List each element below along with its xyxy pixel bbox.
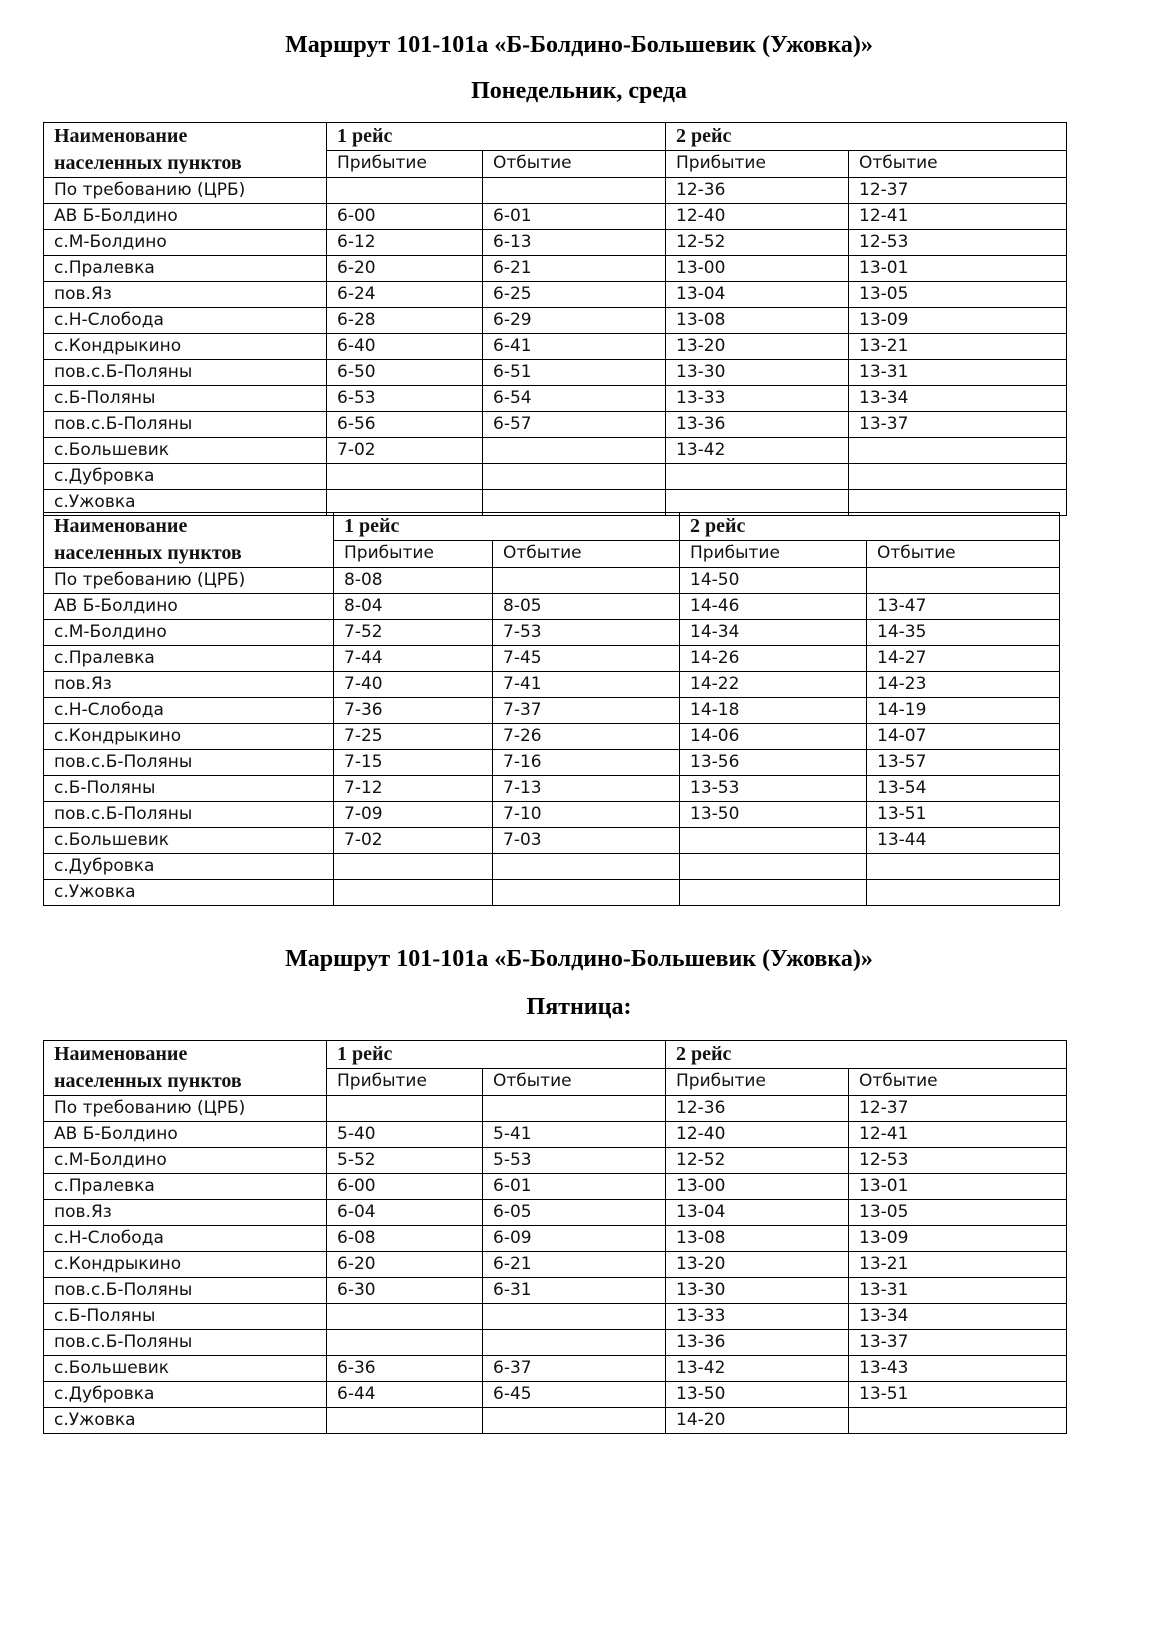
trip1-arrival-cell: 6-24: [327, 282, 483, 308]
trip2-departure-cell: 14-07: [867, 724, 1060, 750]
trip2-arrival-cell: 13-33: [666, 1304, 849, 1330]
trip2-arrival-cell: 14-34: [680, 620, 867, 646]
trip2-departure-cell: [849, 438, 1067, 464]
trip1-departure-cell: 6-25: [483, 282, 666, 308]
stop-name-cell: АВ Б-Болдино: [44, 1122, 327, 1148]
schedule-table-friday: [43, 1040, 1067, 1434]
trip2-departure-cell: [867, 568, 1060, 594]
stop-name-cell: с.Ужовка: [44, 1408, 327, 1434]
trip2-departure-cell: 12-37: [849, 1096, 1067, 1122]
table-row: [44, 178, 1067, 204]
header-trip-1: 1 рейс: [327, 123, 666, 151]
trip2-arrival-cell: 13-20: [666, 334, 849, 360]
trip1-arrival-cell: 6-08: [327, 1226, 483, 1252]
trip1-departure-cell: 7-37: [493, 698, 680, 724]
table-row: [44, 1278, 1067, 1304]
trip1-arrival-cell: [327, 1330, 483, 1356]
table-row: [44, 1148, 1067, 1174]
table-row: [44, 1200, 1067, 1226]
trip1-arrival-cell: 7-12: [334, 776, 493, 802]
stop-name-cell: пов.с.Б-Поляны: [44, 1278, 327, 1304]
days-title-2: Пятница:: [526, 994, 632, 1020]
header-stop-name-line1: Наименование: [54, 515, 188, 537]
trip2-departure-cell: 13-05: [849, 282, 1067, 308]
trip1-departure-cell: 7-10: [493, 802, 680, 828]
trip1-departure-cell: 6-21: [483, 1252, 666, 1278]
trip1-departure-cell: 5-41: [483, 1122, 666, 1148]
trip2-departure-cell: 13-44: [867, 828, 1060, 854]
stop-name-cell: пов.с.Б-Поляны: [44, 412, 327, 438]
trip1-departure-cell: 6-37: [483, 1356, 666, 1382]
stop-name-cell: с.Н-Слобода: [44, 1226, 327, 1252]
trip1-departure-cell: [483, 464, 666, 490]
stop-name-cell: с.Ужовка: [44, 490, 327, 516]
trip1-arrival-cell: 6-00: [327, 1174, 483, 1200]
stop-name-cell: пов.Яз: [44, 1200, 327, 1226]
table-row: [44, 854, 1060, 880]
header-trip2-arrival: Прибытие: [680, 540, 867, 568]
trip1-departure-cell: 8-05: [493, 594, 680, 620]
header-trip-1: 1 рейс: [327, 1041, 666, 1069]
table-row: [44, 776, 1060, 802]
stop-name-cell: с.Б-Поляны: [44, 776, 334, 802]
trip1-departure-cell: 7-41: [493, 672, 680, 698]
stop-name-cell: с.Ужовка: [44, 880, 334, 906]
trip2-arrival-cell: 13-30: [666, 1278, 849, 1304]
trip2-arrival-cell: 13-30: [666, 360, 849, 386]
trip1-departure-cell: 7-03: [493, 828, 680, 854]
header-trip1-arrival: Прибытие: [334, 540, 493, 568]
stop-name-cell: с.М-Болдино: [44, 1148, 327, 1174]
trip2-departure-cell: 13-37: [849, 1330, 1067, 1356]
table-row: [44, 412, 1067, 438]
trip1-arrival-cell: 6-28: [327, 308, 483, 334]
trip1-departure-cell: 6-01: [483, 1174, 666, 1200]
trip2-departure-cell: 13-05: [849, 1200, 1067, 1226]
trip2-departure-cell: 13-47: [867, 594, 1060, 620]
trip2-arrival-cell: 12-36: [666, 178, 849, 204]
table-row: [44, 698, 1060, 724]
stop-name-cell: пов.с.Б-Поляны: [44, 1330, 327, 1356]
trip2-departure-cell: [849, 1408, 1067, 1434]
trip2-arrival-cell: 13-00: [666, 256, 849, 282]
stop-name-cell: с.Кондрыкино: [44, 1252, 327, 1278]
stop-name-cell: с.Дубровка: [44, 854, 334, 880]
trip1-arrival-cell: 7-52: [334, 620, 493, 646]
trip1-departure-cell: 6-51: [483, 360, 666, 386]
table-row: [44, 828, 1060, 854]
table-row: [44, 282, 1067, 308]
trip1-departure-cell: 7-53: [493, 620, 680, 646]
trip2-arrival-cell: [680, 828, 867, 854]
trip1-arrival-cell: 7-44: [334, 646, 493, 672]
trip2-arrival-cell: 12-40: [666, 1122, 849, 1148]
trip1-departure-cell: [483, 1330, 666, 1356]
trip2-departure-cell: 13-43: [849, 1356, 1067, 1382]
table-row: [44, 256, 1067, 282]
trip2-departure-cell: 13-34: [849, 1304, 1067, 1330]
trip1-arrival-cell: 7-02: [327, 438, 483, 464]
trip2-arrival-cell: 12-36: [666, 1096, 849, 1122]
trip2-departure-cell: 13-51: [867, 802, 1060, 828]
table-row: [44, 1096, 1067, 1122]
table-row: [44, 1174, 1067, 1200]
trip1-departure-cell: 5-53: [483, 1148, 666, 1174]
table-row: [44, 750, 1060, 776]
stop-name-cell: с.Дубровка: [44, 464, 327, 490]
trip1-arrival-cell: 7-09: [334, 802, 493, 828]
trip2-departure-cell: 13-34: [849, 386, 1067, 412]
table-row: [44, 620, 1060, 646]
trip2-arrival-cell: [680, 880, 867, 906]
trip1-departure-cell: 6-57: [483, 412, 666, 438]
table-row: [44, 880, 1060, 906]
trip1-arrival-cell: [327, 1304, 483, 1330]
table-row: [44, 594, 1060, 620]
trip2-departure-cell: 13-57: [867, 750, 1060, 776]
table-row: [44, 568, 1060, 594]
schedule-table-return-mon-wed: [43, 512, 1060, 906]
header-stop-name-line1: Наименование: [54, 125, 188, 147]
days-title-1: Понедельник, среда: [471, 78, 687, 104]
header-trip1-departure: Отбытие: [483, 150, 666, 178]
stop-name-cell: с.Кондрыкино: [44, 334, 327, 360]
trip2-arrival-cell: 13-53: [680, 776, 867, 802]
trip1-arrival-cell: 6-53: [327, 386, 483, 412]
trip2-departure-cell: 12-37: [849, 178, 1067, 204]
trip1-arrival-cell: 6-50: [327, 360, 483, 386]
trip1-arrival-cell: 6-36: [327, 1356, 483, 1382]
trip1-departure-cell: [493, 880, 680, 906]
table-row: [44, 1330, 1067, 1356]
header-stop-name-line2: населенных пунктов: [54, 1070, 242, 1092]
trip1-departure-cell: 6-13: [483, 230, 666, 256]
trip2-arrival-cell: 12-52: [666, 230, 849, 256]
stop-name-cell: с.Дубровка: [44, 1382, 327, 1408]
trip2-arrival-cell: 13-33: [666, 386, 849, 412]
header-stop-name-line2: населенных пунктов: [54, 152, 242, 174]
stop-name-cell: пов.с.Б-Поляны: [44, 750, 334, 776]
table-row: [44, 386, 1067, 412]
table-row: [44, 724, 1060, 750]
trip1-arrival-cell: [334, 880, 493, 906]
table-row: [44, 802, 1060, 828]
table-row: [44, 464, 1067, 490]
trip2-arrival-cell: 12-52: [666, 1148, 849, 1174]
trip1-departure-cell: 6-21: [483, 256, 666, 282]
trip2-departure-cell: 13-31: [849, 1278, 1067, 1304]
trip1-arrival-cell: 7-25: [334, 724, 493, 750]
trip1-departure-cell: [483, 1096, 666, 1122]
header-stop-name-line2: населенных пунктов: [54, 542, 242, 564]
stop-name-cell: пов.Яз: [44, 282, 327, 308]
route-title-1: Маршрут 101-101а «Б-Болдино-Большевик (Ужовка)»: [285, 32, 873, 58]
stop-name-cell: с.Б-Поляны: [44, 386, 327, 412]
trip1-departure-cell: [483, 1408, 666, 1434]
stop-name-cell: с.М-Болдино: [44, 230, 327, 256]
header-trip1-departure: Отбытие: [483, 1068, 666, 1096]
trip2-departure-cell: 13-31: [849, 360, 1067, 386]
table-row: [44, 438, 1067, 464]
trip2-departure-cell: 14-23: [867, 672, 1060, 698]
trip2-arrival-cell: 14-22: [680, 672, 867, 698]
stop-name-cell: с.Н-Слобода: [44, 698, 334, 724]
trip2-arrival-cell: 14-06: [680, 724, 867, 750]
table-row: [44, 1252, 1067, 1278]
stop-name-cell: По требованию (ЦРБ): [44, 1096, 327, 1122]
trip2-departure-cell: 12-53: [849, 1148, 1067, 1174]
table-row: [44, 230, 1067, 256]
header-trip-2: 2 рейс: [680, 513, 1060, 541]
trip1-departure-cell: [493, 568, 680, 594]
header-trip1-arrival: Прибытие: [327, 150, 483, 178]
trip2-arrival-cell: 13-08: [666, 308, 849, 334]
stop-name-cell: с.Кондрыкино: [44, 724, 334, 750]
header-stop-name-line1: Наименование: [54, 1043, 188, 1065]
trip2-departure-cell: 14-27: [867, 646, 1060, 672]
trip2-arrival-cell: 13-20: [666, 1252, 849, 1278]
trip2-departure-cell: 14-35: [867, 620, 1060, 646]
stop-name-cell: с.Большевик: [44, 438, 327, 464]
table-row: [44, 204, 1067, 230]
table-row: [44, 1382, 1067, 1408]
table-row: [44, 672, 1060, 698]
trip2-departure-cell: 12-41: [849, 1122, 1067, 1148]
trip2-arrival-cell: 13-04: [666, 1200, 849, 1226]
trip2-departure-cell: 13-21: [849, 334, 1067, 360]
trip2-arrival-cell: 13-56: [680, 750, 867, 776]
trip1-arrival-cell: 6-44: [327, 1382, 483, 1408]
header-trip1-arrival: Прибытие: [327, 1068, 483, 1096]
route-title-2: Маршрут 101-101а «Б-Болдино-Большевик (Ужовка)»: [285, 946, 873, 972]
trip2-arrival-cell: 13-08: [666, 1226, 849, 1252]
trip2-arrival-cell: 13-42: [666, 438, 849, 464]
trip1-arrival-cell: 6-20: [327, 1252, 483, 1278]
trip2-arrival-cell: 14-46: [680, 594, 867, 620]
trip1-departure-cell: 7-45: [493, 646, 680, 672]
table-row: [44, 334, 1067, 360]
trip2-arrival-cell: 13-36: [666, 1330, 849, 1356]
table-row: [44, 1304, 1067, 1330]
trip2-arrival-cell: 14-26: [680, 646, 867, 672]
trip1-arrival-cell: [327, 178, 483, 204]
trip1-arrival-cell: [327, 464, 483, 490]
trip2-arrival-cell: 13-50: [680, 802, 867, 828]
trip2-arrival-cell: 13-04: [666, 282, 849, 308]
stop-name-cell: с.Пралевка: [44, 1174, 327, 1200]
stop-name-cell: с.Большевик: [44, 828, 334, 854]
header-trip-2: 2 рейс: [666, 1041, 1067, 1069]
trip2-departure-cell: 13-09: [849, 308, 1067, 334]
stop-name-cell: с.Н-Слобода: [44, 308, 327, 334]
header-trip-2: 2 рейс: [666, 123, 1067, 151]
table-row: [44, 308, 1067, 334]
table-row: [44, 1226, 1067, 1252]
trip1-arrival-cell: [334, 854, 493, 880]
trip2-arrival-cell: [666, 464, 849, 490]
trip1-arrival-cell: 6-00: [327, 204, 483, 230]
trip2-departure-cell: [867, 854, 1060, 880]
trip2-departure-cell: 12-53: [849, 230, 1067, 256]
trip2-departure-cell: [867, 880, 1060, 906]
trip1-arrival-cell: 8-08: [334, 568, 493, 594]
trip2-departure-cell: 13-01: [849, 1174, 1067, 1200]
trip2-departure-cell: 13-21: [849, 1252, 1067, 1278]
trip2-arrival-cell: 13-50: [666, 1382, 849, 1408]
trip1-arrival-cell: 6-20: [327, 256, 483, 282]
header-stop-name: [44, 123, 327, 178]
trip2-departure-cell: 12-41: [849, 204, 1067, 230]
stop-name-cell: По требованию (ЦРБ): [44, 178, 327, 204]
trip1-arrival-cell: 7-02: [334, 828, 493, 854]
trip1-arrival-cell: 7-36: [334, 698, 493, 724]
header-trip1-departure: Отбытие: [493, 540, 680, 568]
trip1-arrival-cell: 7-15: [334, 750, 493, 776]
stop-name-cell: По требованию (ЦРБ): [44, 568, 334, 594]
trip1-departure-cell: 7-13: [493, 776, 680, 802]
trip2-arrival-cell: 12-40: [666, 204, 849, 230]
stop-name-cell: пов.с.Б-Поляны: [44, 802, 334, 828]
trip1-departure-cell: 6-31: [483, 1278, 666, 1304]
stop-name-cell: пов.Яз: [44, 672, 334, 698]
stop-name-cell: с.Пралевка: [44, 256, 327, 282]
stop-name-cell: с.Пралевка: [44, 646, 334, 672]
trip1-departure-cell: [483, 178, 666, 204]
trip1-arrival-cell: 5-52: [327, 1148, 483, 1174]
stop-name-cell: АВ Б-Болдино: [44, 594, 334, 620]
trip1-arrival-cell: 6-56: [327, 412, 483, 438]
trip2-arrival-cell: 14-18: [680, 698, 867, 724]
trip2-departure-cell: 14-19: [867, 698, 1060, 724]
trip2-arrival-cell: [680, 854, 867, 880]
trip2-departure-cell: 13-09: [849, 1226, 1067, 1252]
trip1-arrival-cell: 5-40: [327, 1122, 483, 1148]
trip1-arrival-cell: [327, 1096, 483, 1122]
table-row: [44, 646, 1060, 672]
trip1-departure-cell: 6-09: [483, 1226, 666, 1252]
stop-name-cell: с.М-Болдино: [44, 620, 334, 646]
trip1-arrival-cell: 6-40: [327, 334, 483, 360]
trip2-departure-cell: 13-37: [849, 412, 1067, 438]
trip1-arrival-cell: [327, 1408, 483, 1434]
header-stop-name: [44, 1041, 327, 1096]
stop-name-cell: АВ Б-Болдино: [44, 204, 327, 230]
trip2-arrival-cell: 14-20: [666, 1408, 849, 1434]
table-row: [44, 1122, 1067, 1148]
trip1-arrival-cell: 6-12: [327, 230, 483, 256]
header-trip2-arrival: Прибытие: [666, 1068, 849, 1096]
trip1-departure-cell: 6-01: [483, 204, 666, 230]
trip2-departure-cell: 13-54: [867, 776, 1060, 802]
trip2-arrival-cell: 13-00: [666, 1174, 849, 1200]
schedule-table-forward-mon-wed: [43, 122, 1067, 516]
trip2-arrival-cell: 13-36: [666, 412, 849, 438]
trip1-departure-cell: 6-05: [483, 1200, 666, 1226]
trip2-departure-cell: 13-01: [849, 256, 1067, 282]
trip1-arrival-cell: 6-04: [327, 1200, 483, 1226]
trip1-departure-cell: [483, 1304, 666, 1330]
trip1-departure-cell: 6-54: [483, 386, 666, 412]
trip2-arrival-cell: 13-42: [666, 1356, 849, 1382]
trip2-departure-cell: 13-51: [849, 1382, 1067, 1408]
trip1-departure-cell: [483, 438, 666, 464]
trip1-departure-cell: 7-26: [493, 724, 680, 750]
trip1-departure-cell: [493, 854, 680, 880]
header-trip2-arrival: Прибытие: [666, 150, 849, 178]
trip1-departure-cell: 6-29: [483, 308, 666, 334]
stop-name-cell: с.Большевик: [44, 1356, 327, 1382]
header-trip2-departure: Отбытие: [849, 1068, 1067, 1096]
trip1-departure-cell: 6-45: [483, 1382, 666, 1408]
stop-name-cell: пов.с.Б-Поляны: [44, 360, 327, 386]
header-trip2-departure: Отбытие: [849, 150, 1067, 178]
table-row: [44, 360, 1067, 386]
header-stop-name: [44, 513, 334, 568]
trip1-departure-cell: 6-41: [483, 334, 666, 360]
trip2-departure-cell: [849, 464, 1067, 490]
header-trip-1: 1 рейс: [334, 513, 680, 541]
trip1-arrival-cell: 7-40: [334, 672, 493, 698]
header-trip2-departure: Отбытие: [867, 540, 1060, 568]
trip1-arrival-cell: 8-04: [334, 594, 493, 620]
table-row: [44, 1408, 1067, 1434]
table-row: [44, 1356, 1067, 1382]
trip1-arrival-cell: 6-30: [327, 1278, 483, 1304]
trip2-arrival-cell: 14-50: [680, 568, 867, 594]
trip1-departure-cell: 7-16: [493, 750, 680, 776]
stop-name-cell: с.Б-Поляны: [44, 1304, 327, 1330]
